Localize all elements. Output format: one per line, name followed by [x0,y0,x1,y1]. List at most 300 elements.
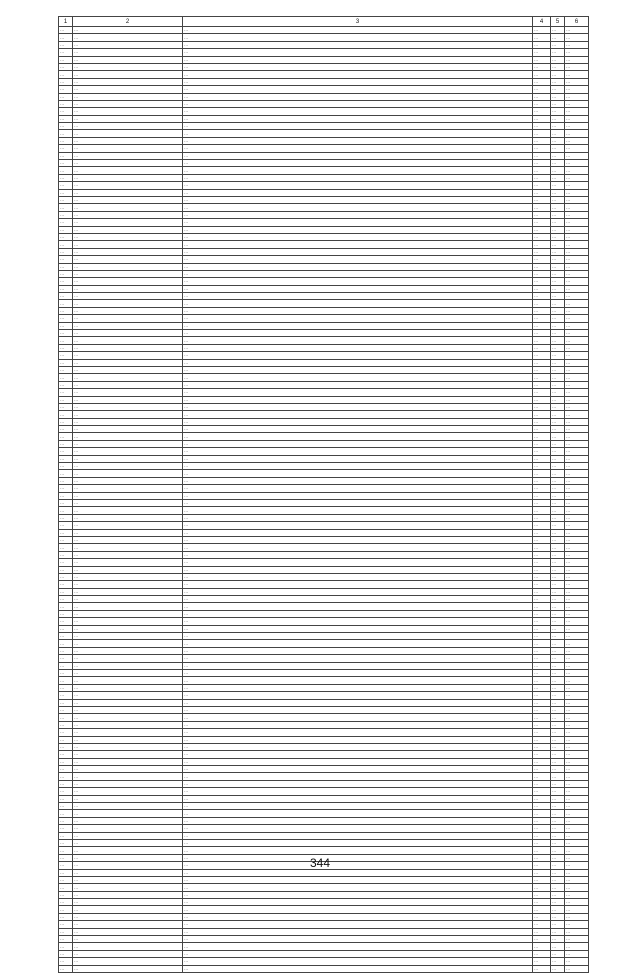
row-number-cell: … [59,603,73,610]
period-cell: … [565,426,589,433]
work-type-cell: … [183,928,533,935]
address-cell: … [73,160,183,167]
work-type-cell: … [183,906,533,913]
years-cell: … [551,647,565,654]
address-cell: … [73,93,183,100]
address-cell: … [73,559,183,566]
row-number-cell: … [59,270,73,277]
work-type-cell: … [183,248,533,255]
table-row [59,174,589,181]
period-cell: … [565,551,589,558]
row-number-cell: … [59,729,73,736]
table-row [59,736,589,743]
table-row [59,396,589,403]
period-cell: … [565,876,589,883]
period-cell: … [565,706,589,713]
work-type-cell: … [183,817,533,824]
years-cell: … [551,63,565,70]
address-cell: … [73,647,183,654]
work-type-cell: … [183,884,533,891]
address-cell: … [73,366,183,373]
address-cell: … [73,581,183,588]
row-number-cell: … [59,374,73,381]
years-cell: … [551,788,565,795]
work-type-cell: … [183,455,533,462]
table-row [59,891,589,898]
period-cell: … [565,536,589,543]
row-number-cell: … [59,847,73,854]
table-row [59,936,589,943]
address-cell: … [73,248,183,255]
period-cell: … [565,766,589,773]
years-cell: … [551,93,565,100]
period-cell: … [565,389,589,396]
year-cell: … [533,211,551,218]
period-cell: … [565,847,589,854]
work-type-cell: … [183,500,533,507]
row-number-cell: … [59,566,73,573]
year-cell: … [533,610,551,617]
period-cell: … [565,63,589,70]
table-row [59,108,589,115]
address-cell: … [73,337,183,344]
year-cell: … [533,943,551,950]
table-row [59,544,589,551]
row-number-cell: … [59,588,73,595]
address-cell: … [73,751,183,758]
row-number-cell: … [59,396,73,403]
work-type-cell: … [183,123,533,130]
row-number-cell: … [59,913,73,920]
address-cell: … [73,485,183,492]
years-cell: … [551,965,565,972]
row-number-cell: … [59,936,73,943]
years-cell: … [551,714,565,721]
address-cell: … [73,862,183,869]
address-cell: … [73,108,183,115]
row-number-cell: … [59,839,73,846]
period-cell: … [565,448,589,455]
years-cell: … [551,588,565,595]
table-row [59,950,589,957]
address-cell: … [73,256,183,263]
period-cell: … [565,34,589,41]
row-number-cell: … [59,433,73,440]
address-cell: … [73,692,183,699]
work-type-cell: … [183,270,533,277]
address-cell: … [73,204,183,211]
work-type-cell: … [183,115,533,122]
period-cell: … [565,41,589,48]
row-number-cell: … [59,63,73,70]
work-type-cell: … [183,160,533,167]
years-cell: … [551,374,565,381]
period-cell: … [565,49,589,56]
table-row [59,115,589,122]
table-row [59,477,589,484]
year-cell: … [533,832,551,839]
period-cell: … [565,758,589,765]
address-cell: … [73,189,183,196]
work-type-cell: … [183,211,533,218]
period-cell: … [565,839,589,846]
address-cell: … [73,270,183,277]
table-row [59,773,589,780]
work-type-cell: … [183,913,533,920]
address-cell: … [73,307,183,314]
address-cell: … [73,226,183,233]
row-number-cell: … [59,426,73,433]
years-cell: … [551,492,565,499]
work-type-cell: … [183,41,533,48]
address-cell: … [73,758,183,765]
row-number-cell: … [59,736,73,743]
row-number-cell: … [59,514,73,521]
table-row [59,603,589,610]
row-number-cell: … [59,618,73,625]
row-number-cell: … [59,152,73,159]
address-cell: … [73,389,183,396]
row-number-cell: … [59,344,73,351]
period-cell: … [565,352,589,359]
address-cell: … [73,832,183,839]
period-cell: … [565,174,589,181]
row-number-cell: … [59,204,73,211]
row-number-cell: … [59,551,73,558]
years-cell: … [551,507,565,514]
table-row [59,921,589,928]
year-cell: … [533,396,551,403]
work-type-cell: … [183,876,533,883]
table-row [59,780,589,787]
year-cell: … [533,936,551,943]
row-number-cell: … [59,455,73,462]
table-row [59,839,589,846]
address-cell: … [73,921,183,928]
period-cell: … [565,167,589,174]
years-cell: … [551,551,565,558]
work-type-cell: … [183,374,533,381]
address-cell: … [73,773,183,780]
row-number-cell: … [59,381,73,388]
work-type-cell: … [183,56,533,63]
table-row [59,226,589,233]
year-cell: … [533,522,551,529]
year-cell: … [533,884,551,891]
period-cell: … [565,936,589,943]
year-cell: … [533,233,551,240]
work-type-cell: … [183,588,533,595]
year-cell: … [533,108,551,115]
row-number-cell: … [59,958,73,965]
years-cell: … [551,352,565,359]
row-number-cell: … [59,684,73,691]
address-cell: … [73,891,183,898]
table-row [59,426,589,433]
address-cell: … [73,766,183,773]
year-cell: … [533,152,551,159]
period-cell: … [565,669,589,676]
period-cell: … [565,337,589,344]
table-row [59,869,589,876]
row-number-cell: … [59,337,73,344]
years-cell: … [551,396,565,403]
work-type-cell: … [183,618,533,625]
year-cell: … [533,248,551,255]
year-cell: … [533,699,551,706]
period-cell: … [565,921,589,928]
period-cell: … [565,477,589,484]
work-type-cell: … [183,825,533,832]
work-type-cell: … [183,189,533,196]
work-type-cell: … [183,559,533,566]
year-cell: … [533,263,551,270]
years-cell: … [551,86,565,93]
years-cell: … [551,381,565,388]
address-cell: … [73,145,183,152]
work-type-cell: … [183,344,533,351]
year-cell: … [533,906,551,913]
table-row [59,662,589,669]
work-type-cell: … [183,647,533,654]
row-number-cell: … [59,470,73,477]
row-number-cell: … [59,167,73,174]
years-cell: … [551,662,565,669]
period-cell: … [565,226,589,233]
years-cell: … [551,440,565,447]
years-cell: … [551,839,565,846]
row-number-cell: … [59,706,73,713]
address-cell: … [73,803,183,810]
years-cell: … [551,936,565,943]
years-cell: … [551,958,565,965]
table-row [59,63,589,70]
period-cell: … [565,27,589,34]
years-cell: … [551,130,565,137]
period-cell: … [565,330,589,337]
years-cell: … [551,426,565,433]
period-cell: … [565,721,589,728]
row-number-cell: … [59,640,73,647]
years-cell: … [551,847,565,854]
years-cell: … [551,219,565,226]
table-row [59,448,589,455]
year-cell: … [533,869,551,876]
years-cell: … [551,758,565,765]
row-number-cell: … [59,573,73,580]
address-cell: … [73,810,183,817]
table-row [59,241,589,248]
table-row [59,625,589,632]
year-cell: … [533,63,551,70]
work-type-cell: … [183,152,533,159]
table-row [59,832,589,839]
row-number-cell: … [59,721,73,728]
row-number-cell: … [59,41,73,48]
table-row [59,463,589,470]
table-row [59,943,589,950]
year-cell: … [533,633,551,640]
period-cell: … [565,123,589,130]
years-cell: … [551,729,565,736]
row-number-cell: … [59,633,73,640]
year-cell: … [533,137,551,144]
years-cell: … [551,256,565,263]
address-cell: … [73,544,183,551]
address-cell: … [73,86,183,93]
row-number-cell: … [59,219,73,226]
period-cell: … [565,418,589,425]
period-cell: … [565,913,589,920]
page-number: 344 [309,856,331,870]
years-cell: … [551,463,565,470]
table-row [59,596,589,603]
address-cell: … [73,529,183,536]
table-row [59,743,589,750]
years-cell: … [551,403,565,410]
period-cell: … [565,810,589,817]
years-cell: … [551,366,565,373]
address-cell: … [73,743,183,750]
year-cell: … [533,492,551,499]
year-cell: … [533,758,551,765]
year-cell: … [533,403,551,410]
row-number-cell: … [59,123,73,130]
table-row [59,285,589,292]
work-type-cell: … [183,758,533,765]
year-cell: … [533,330,551,337]
years-cell: … [551,248,565,255]
years-cell: … [551,359,565,366]
address-cell: … [73,950,183,957]
work-type-cell: … [183,219,533,226]
column-number-2: 2 [73,17,183,27]
period-cell: … [565,411,589,418]
year-cell: … [533,899,551,906]
address-cell: … [73,477,183,484]
years-cell: … [551,625,565,632]
row-number-cell: … [59,278,73,285]
table-row [59,307,589,314]
period-cell: … [565,56,589,63]
table-row [59,41,589,48]
table-row [59,573,589,580]
address-cell: … [73,396,183,403]
row-number-cell: … [59,78,73,85]
table-row [59,381,589,388]
years-cell: … [551,677,565,684]
years-cell: … [551,477,565,484]
table-row [59,633,589,640]
row-number-cell: … [59,145,73,152]
address-cell: … [73,522,183,529]
address-cell: … [73,27,183,34]
year-cell: … [533,692,551,699]
work-type-cell: … [183,108,533,115]
table-row [59,130,589,137]
address-cell: … [73,507,183,514]
column-number-1: 1 [59,17,73,27]
row-number-cell: … [59,322,73,329]
year-cell: … [533,315,551,322]
row-number-cell: … [59,891,73,898]
year-cell: … [533,115,551,122]
years-cell: … [551,448,565,455]
years-cell: … [551,891,565,898]
row-number-cell: … [59,448,73,455]
table-row [59,440,589,447]
address-cell: … [73,780,183,787]
years-cell: … [551,780,565,787]
year-cell: … [533,551,551,558]
address-cell: … [73,943,183,950]
period-cell: … [565,965,589,972]
address-cell: … [73,492,183,499]
row-number-cell: … [59,492,73,499]
address-cell: … [73,470,183,477]
address-cell: … [73,63,183,70]
years-cell: … [551,263,565,270]
year-cell: … [533,160,551,167]
table-row [59,492,589,499]
period-cell: … [565,625,589,632]
address-cell: … [73,330,183,337]
years-cell: … [551,233,565,240]
years-cell: … [551,618,565,625]
year-cell: … [533,167,551,174]
table-row [59,433,589,440]
year-cell: … [533,588,551,595]
address-cell: … [73,344,183,351]
address-cell: … [73,655,183,662]
table-row [59,581,589,588]
year-cell: … [533,41,551,48]
table-row [59,522,589,529]
year-cell: … [533,285,551,292]
years-cell: … [551,174,565,181]
work-type-cell: … [183,891,533,898]
row-number-cell: … [59,943,73,950]
years-cell: … [551,485,565,492]
years-cell: … [551,123,565,130]
address-cell: … [73,71,183,78]
years-cell: … [551,699,565,706]
address-cell: … [73,825,183,832]
year-cell: … [533,950,551,957]
table-row [59,352,589,359]
year-cell: … [533,440,551,447]
period-cell: … [565,130,589,137]
address-cell: … [73,411,183,418]
address-cell: … [73,463,183,470]
row-number-cell: … [59,389,73,396]
period-cell: … [565,86,589,93]
table-row [59,211,589,218]
period-cell: … [565,115,589,122]
work-type-cell: … [183,692,533,699]
table-row [59,411,589,418]
row-number-cell: … [59,500,73,507]
address-cell: … [73,130,183,137]
work-type-cell: … [183,854,533,861]
address-cell: … [73,839,183,846]
years-cell: … [551,913,565,920]
year-cell: … [533,270,551,277]
period-cell: … [565,256,589,263]
year-cell: … [533,958,551,965]
year-cell: … [533,544,551,551]
table-row [59,455,589,462]
